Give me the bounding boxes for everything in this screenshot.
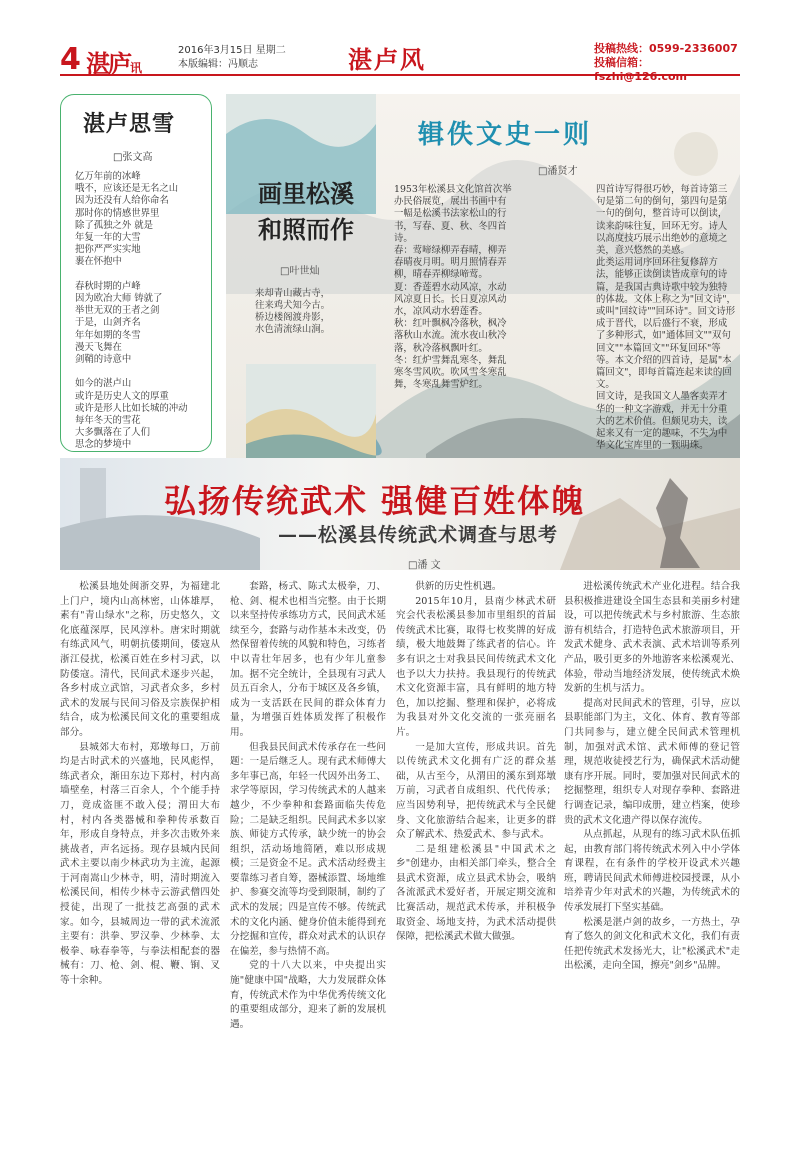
poem2-text: 来却青山藏古寺， 往来鸡犬知今古。 桥边楼阁渡舟影， 水色清流绿山涧。 (255, 288, 331, 335)
page-number: 4 (60, 42, 81, 77)
poem2-title-line2: 和照而作 (258, 216, 354, 244)
banner-headline: 弘扬传统武术 强健百姓体魄 (164, 482, 586, 520)
contact-info (594, 42, 740, 84)
article3-column-4: 进松溪传统武术产业化进程。结合我县积极推进建设全国生态县和美丽乡村建设，可以把传统武术与乡村旅游、生态旅游有机结合，打造特色武术旅游项目，开发武术健身、武术表演、武术培训等系列产品，吸引更多的外地游客来松溪观光、体验，带动当地经济发展，使传统武术焕发新的生机与活力。 提高对民间武术的管理，引导，应以县职能部门为主，文化、体育、教育等部门共同参与，建立健全民间武术管理机制，加强对武术馆、武术师傅的登记管理，规范收徒授艺行为，确保武术活动健康有序开展。同时，要加强对民间武术的挖掘整理，组织专人对现存拳种、套路进行调查记录，编印成册，建立档案，使珍贵的武术文化遗产得以保存流传。 从点抓起，从现有的练习武术队伍抓起，由教育部门将传统武术列入中小学体育课程，在有条件的学校开设武术兴趣班，聘请民间武术师傅进校园授课，从小培养青少年对武术的兴趣，为传统武术的传承发展打下坚实基础。 松溪是湛卢剑的故乡，一方热土，孕育了悠久的剑文化和武术文化，我们有责任把传统武术发扬光大，让"松溪武术"走出松溪，走向全国，擦亮"剑乡"品牌。 (564, 581, 740, 972)
poem-text: 亿万年前的冰峰 哦不，应该还是无名之山 因为还没有人给你命名 那时你的情感世界里 除了孤独之外 就是 年复一年的大雪 把你严严实实地 裹在怀抱中 春秋时期的卢峰 因为欧冶大师 铸就了 举世无双的王者之剑 于是，山剑齐名 年年如期的冬雪 漫天飞舞在 剑鞘的诗意中 如今的湛卢山 或许是历史人文的厚重 或许是形人比如长城的冲动 每年冬天的雪花 大多飘落在了人们 思念的梦境中 (75, 171, 188, 451)
article3-column-3: 供新的历史性机遇。 2015年10月，县南少林武术研究会代表松溪县参加市里组织的首届传统武术比赛，取得七枚奖牌的好成绩，极大地鼓舞了练武者的信心。许多有识之士对我县民间传统武术文化也予以大力扶持。我县现行的传统武术文化资源丰富，具有鲜明的地方特色，加以挖掘、整理和保护，必将成为我县对外文化交流的一张亮丽名片。 一是加大宣传，形成共识。首先以传统武术文化拥有广泛的群众基础，从古至今，从渭田的溪东到郑墩万前，习武者自成组织、代代传承；应当因势利导，把传统武术与全民健身、文化旅游结合起来，让更多的群众了解武术、热爱武术、参与武术。 二是组建松溪县"中国武术之乡"创建办，由相关部门牵头，整合全县武术资源，成立县武术协会，吸纳各流派武术爱好者，开展定期交流和比赛活动，规范武术传承，并积极争取资金、场地支持，为武术活动提供保障，把松溪武术做大做强。 (396, 581, 556, 943)
issue-editor: 本版编辑：冯顺志 (178, 59, 258, 70)
article-author: □潘贤才 (538, 166, 578, 177)
article-column-left: 1953年松溪县文化馆首次举办民俗展览，展出书画中有一幅是松溪书法家松山的行书，写春、夏、秋、冬四首诗。 春：莺啼绿柳弄春晴，柳弄春晴夜月明。明月照情春弄柳，晴春弄柳绿啼莺。 夏：香莲碧水动风凉，水动风凉夏日长。长日夏凉风动水，凉风动水碧莲香。 秋：红叶飘枫冷落秋，枫冷落秋山水流。流水夜山秋冷落，秋冷落枫飘叶红。 冬：红炉雪舞乱寒冬，舞乱寒冬雪风吹。吹风雪冬寒乱舞，冬寒乱舞雪炉红。 (394, 184, 512, 391)
article-column-right: 四首诗写得很巧妙，每首诗第三句是第二句的倒句，第四句是第一句的倒句，整首诗可以倒读，读来韵味往复，回环无穷。诗人以高度技巧展示出绝妙的意境之美，意兴悠然的美感。 此类运用词序回环往复修辞方法，能够正读倒读皆成章句的诗篇，是我国古典诗歌中较为独特的体裁。文体上称之为"回文诗"，或叫"回纹诗""回环诗"。回文诗形成于晋代，以后盛行不衰，形成了多种形式，如"通体回文""双句回文""本篇回文""环复回环"等等。本文介绍的四首诗，是属"本篇回文"，即每首篇连起来读的回文。 回文诗，是我国文人墨客卖弄才华的一种文字游戏，并无十分重大的艺术价值。但颇见功夫，读起来又有一定的趣味，不失为中华文化宝库里的一颗明珠。 (596, 184, 736, 452)
poem2-title (258, 176, 354, 248)
poem2-title-line1: 画里松溪 (258, 180, 354, 208)
banner-subheadline: ——松溪县传统武术调查与思考 (278, 524, 559, 546)
issue-date: 2016年3月15日 星期二 (178, 45, 286, 56)
issue-info (178, 44, 286, 72)
poem2-author: □叶世灿 (280, 266, 320, 277)
article3-column-2: 套路，杨式、陈式太极拳，刀、枪、剑、棍术也相当完整。由于长期以来坚持传承练功方式，民间武术延续至今，套路与动作基本未改变，仍然保留着传统的风貌和特色，习练者中以青壮年居多，也有少年儿童参加。据不完全统计，全县现有习武人员五百余人，分布于城区及各乡镇，成为一支活跃在民间的群众体育力量，为增强百姓体质发挥了积极作用。 但我县民间武术传承存在一些问题：一是后继乏人。现有武术师傅大多年事已高，年轻一代因外出务工、求学等原因，学习传统武术的人越来越少，不少拳种和套路面临失传危险；二是缺乏组织。民间武术多以家族、师徒方式传承，缺少统一的协会组织，活动场地简陋，难以形成规模；三是资金不足。武术活动经费主要靠练习者自筹，器械添置、场地维护、参赛交流等均受到限制，制约了武术的发展；四是宣传不够。传统武术的文化内涵、健身价值未能得到充分挖掘和宣传，群众对武术的认识存在偏差，参与热情不高。 党的十八大以来，中央提出实施"健康中国"战略，大力发展群众体育，传统武术作为中华优秀传统文化的重要组成部分，迎来了新的发展机遇。 (230, 581, 386, 1030)
section-name: 湛卢风 (348, 45, 426, 74)
article3-column-1: 松溪县地处闽浙交界，为福建北上门户，境内山高林密，山体雄厚，素有"青山绿水"之称，历史悠久，文化底蕴深厚，民风淳朴。唐宋时期就有练武风气，明朝抗倭期间，倭寇从浙江侵扰，松溪百姓在乡村习武，以防倭寇。清代，民间武术逐步兴起，各乡村成立武馆，习武者众多，乡村武术的发展与民间习俗及宗族保护相结合，成为松溪民间文化的重要组成部分。 县城郊大布村，郑墩每口，万前均是古时武术的兴盛地，民风彪悍，练武者众，渐田东边下郑村，村内高墙壁垒，村落三百余人，个个能手持刀，竟成盗匪不敢入侵；渭田大布村，村内各类器械和拳种传承数百年，形成自身特点，并多次击败外来挑战者，声名远扬。现存县城内民间武术主要以南少林武功为主流，起源于河南嵩山少林寺，明，清时期流入松溪民间，相传少林寺云游武僧四处授徒，出现了一批技艺高强的武术家。如今，县城周边一带的武术流派主要有：洪拳、罗汉拳、少林拳、太极拳、咏春拳等，与拳法相配套的器械有：刀、枪、剑、棍、鞭、锏、叉等十余种。 (60, 581, 220, 987)
banner-author: □潘 文 (408, 560, 441, 571)
paper-logo: 湛庐讯 (86, 49, 143, 78)
contact-phone: 投稿热线：0599-2336007 (594, 42, 738, 55)
article-title: 辑佚文史一则 (418, 120, 593, 150)
contact-email: 投稿信箱：fszhi@126.com (594, 56, 688, 83)
poem-box (60, 94, 212, 452)
poem-author: □张文高 (113, 152, 153, 163)
masthead (60, 36, 740, 83)
poem-title: 湛卢思雪 (83, 111, 176, 137)
